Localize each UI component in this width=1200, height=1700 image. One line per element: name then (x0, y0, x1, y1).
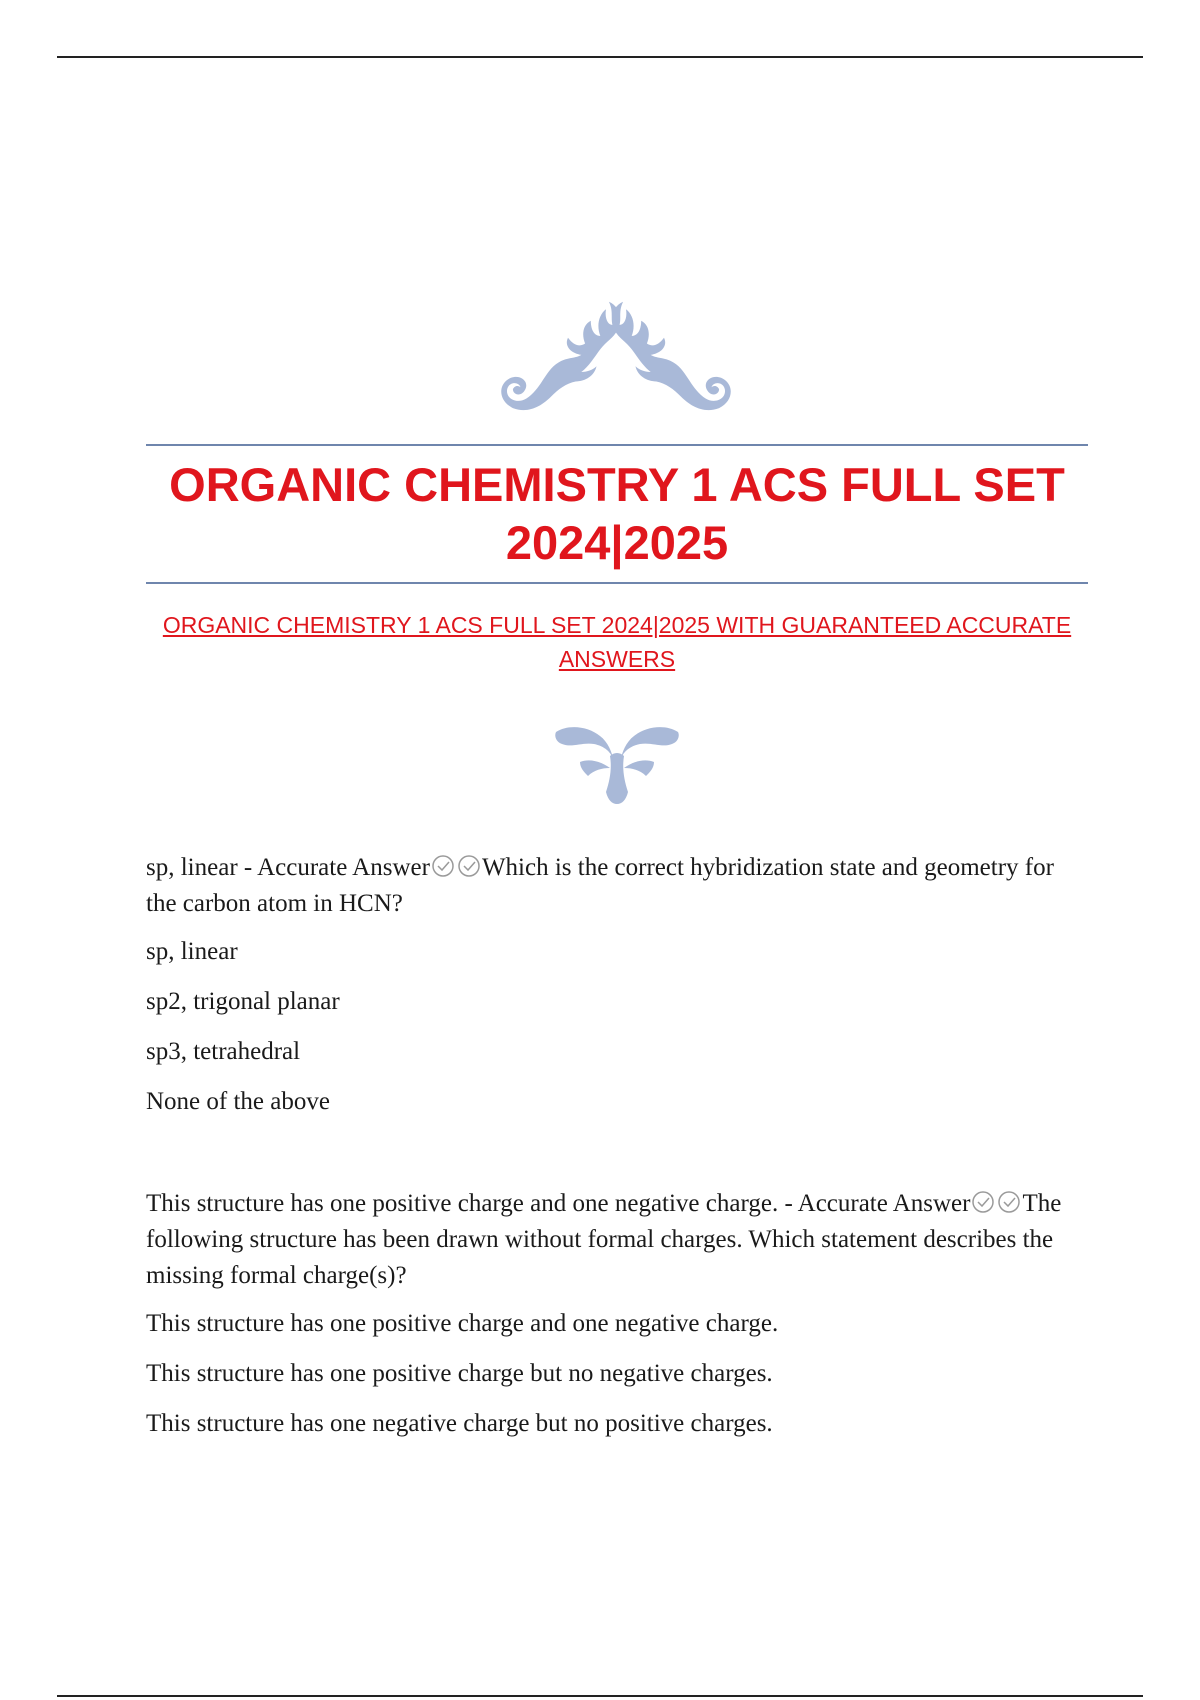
top-rule (57, 56, 1143, 58)
subtitle-line-2: ANSWERS (558, 646, 676, 672)
document-title (146, 456, 1088, 572)
q2-option: This structure has one negative charge but no positive charges. (146, 1410, 773, 1437)
fleuron-ornament-icon (554, 722, 680, 804)
q2-question-text: The following structure has been drawn without formal charges. Which statement describes the missing formal charge(s)? (146, 1190, 1062, 1289)
title-bottom-rule (146, 582, 1088, 584)
q2-option: This structure has one positive charge but no negative charges. (146, 1360, 773, 1387)
q1-option: sp, linear (146, 938, 238, 965)
question-1 (146, 850, 1066, 922)
bottom-rule (57, 1695, 1143, 1697)
q1-answer-prefix: sp, linear - Accurate Answer (146, 854, 430, 881)
checkmark-circle-icon (970, 1189, 996, 1215)
floral-ornament-icon (498, 296, 734, 426)
title-line-1: ORGANIC CHEMISTRY 1 ACS FULL SET (169, 458, 1065, 511)
document-body (146, 850, 1066, 1456)
question-spacer (146, 1134, 1066, 1186)
document-subtitle-link[interactable] (146, 608, 1088, 676)
q2-answer-prefix: This structure has one positive charge and one negative charge. - Accurate Answer (146, 1190, 971, 1217)
q1-option: None of the above (146, 1088, 330, 1115)
q1-option: sp2, trigonal planar (146, 988, 340, 1015)
title-line-2: 2024|2025 (505, 516, 729, 569)
q1-question-text: Which is the correct hybridization state and geometry for the carbon atom in HCN? (146, 854, 1054, 917)
q2-option: This structure has one positive charge and one negative charge. (146, 1310, 779, 1337)
checkmark-circle-icon (430, 853, 456, 879)
subtitle-line-1: ORGANIC CHEMISTRY 1 ACS FULL SET 2024|2025 WITH GUARANTEED ACCURATE (162, 612, 1072, 638)
q1-option: sp3, tetrahedral (146, 1038, 301, 1065)
checkmark-circle-icon (456, 853, 482, 879)
question-2 (146, 1186, 1066, 1294)
title-top-rule (146, 444, 1088, 446)
checkmark-circle-icon (996, 1189, 1022, 1215)
